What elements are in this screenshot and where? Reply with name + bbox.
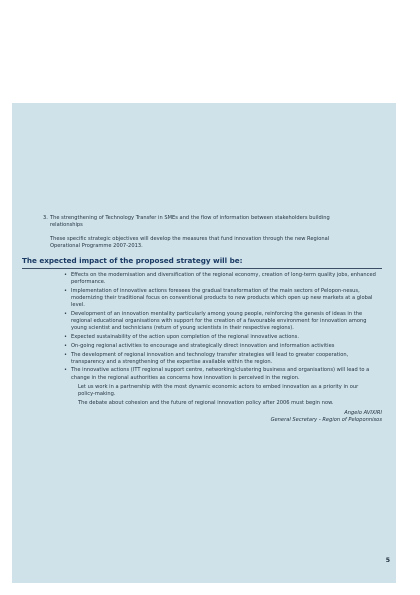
list-item: • Development of an innovation mentality particularly among young people, reinforcing the genesis of ideas in the regional educational organisations with support for the creation of a favourable environment for innovation among young scientist and technicians (return of young scientists in their respective regions). bbox=[64, 311, 367, 332]
page-number: 5 bbox=[385, 557, 390, 564]
objective-number: 3. bbox=[43, 215, 48, 221]
closing-paragraph: The debate about cohesion and the future of regional innovation policy after 2006 must begin now. bbox=[78, 400, 334, 407]
bullet-icon: • bbox=[64, 287, 68, 294]
list-item: • The innovative actions (ITT regional support centre, networking/clustering business and organisations) will lead to a change in the regional authorities as concerns how innovation is perceived in the region. bbox=[64, 367, 370, 381]
heading-rule bbox=[22, 268, 382, 269]
signature-title: General Secretary - Region of Peloponnisos bbox=[270, 417, 382, 424]
impact-list bbox=[64, 272, 376, 409]
bullet-icon: • bbox=[64, 334, 68, 341]
bullet-icon: • bbox=[64, 272, 68, 278]
section-heading: The expected impact of the proposed strategy will be: bbox=[22, 256, 243, 265]
closing-paragraph: Let us work in a partnership with the most dynamic economic actors to embed innovation as a priority in our policy-making. bbox=[78, 383, 359, 398]
bullet-icon: • bbox=[64, 351, 68, 358]
list-item: • The development of regional innovation and technology transfer strategies will lead to greater cooperation, transparency and a strengthening of the expertise available within the region. bbox=[64, 351, 349, 365]
list-item: • Expected sustainability of the action upon completion of the regional innovative actions. bbox=[64, 334, 299, 341]
objective-note: These specific strategic objectives will develop the measures that fund innovation through the new Regional Operational Programme 2007-2013. bbox=[50, 236, 330, 250]
bullet-icon: • bbox=[64, 342, 68, 349]
list-item: • Effects on the modernisation and diversification of the regional economy, creation of long-term quality jobs, enhanced performance. bbox=[64, 272, 376, 286]
objective-text: The strengthening of Technology Transfer in SMEs and the flow of information between stakeholders building relationships bbox=[50, 215, 330, 229]
bullet-icon: • bbox=[64, 311, 68, 318]
signature-block bbox=[271, 410, 382, 424]
objective-item bbox=[43, 215, 353, 229]
signature-name: Angelo AVIXIRI bbox=[344, 410, 382, 416]
bullet-icon: • bbox=[64, 367, 68, 374]
list-item: • Implementation of innovative actions foresees the gradual transformation of the main sectors of Pelopon-nesus, modernizing their traditional focus on conventional products to new products which open up new markets at a global level. bbox=[64, 287, 373, 309]
list-item: • On-going regional activities to encourage and strategically direct innovation and information activities bbox=[64, 342, 335, 349]
